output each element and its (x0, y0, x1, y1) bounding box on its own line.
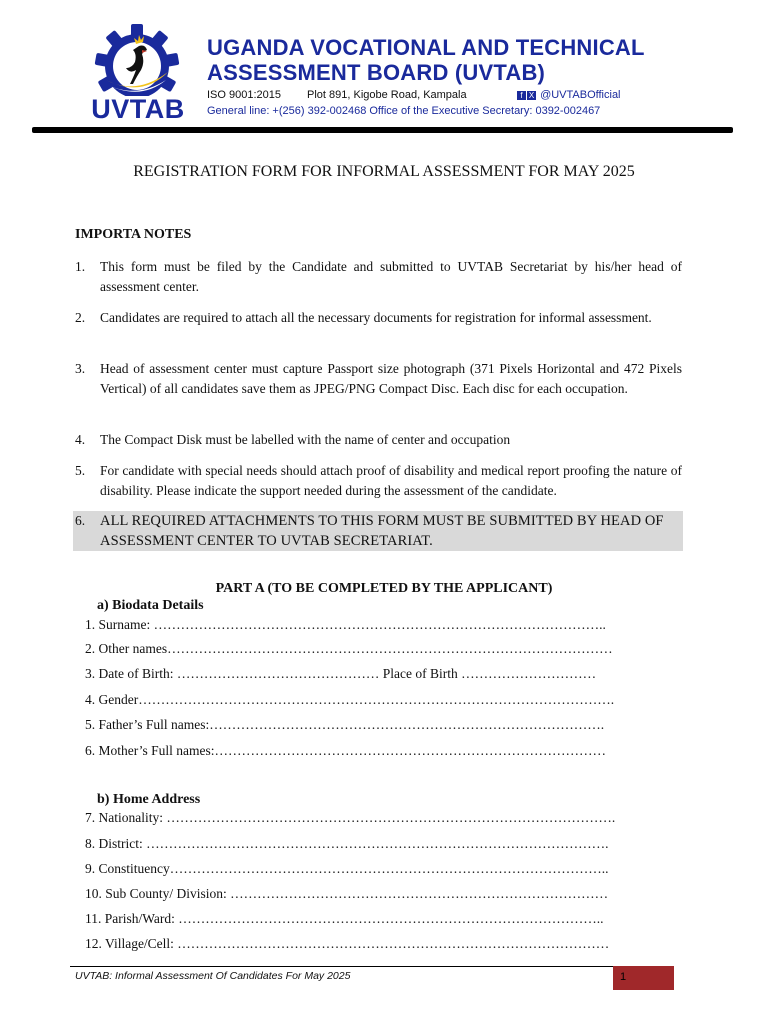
field-father-names[interactable]: 5. Father’s Full names:……………………………………………………………………………. (85, 717, 605, 732)
home-address-heading: b) Home Address (97, 792, 201, 807)
form-title: REGISTRATION FORM FOR INFORMAL ASSESSMENT FOR MAY 2025 (133, 163, 635, 180)
logo-wordmark: UVTAB (91, 94, 185, 124)
field-sub-county[interactable]: 10. Sub County/ Division: ………………………………………………………………………… (85, 886, 609, 901)
field-constituency[interactable]: 9. Constituency…………………………………………………………………………………….. (85, 861, 609, 876)
field-date-place-of-birth[interactable]: 3. Date of Birth: ……………………………………… Place of Birth ………………………… (85, 666, 597, 681)
note-item (75, 308, 682, 328)
field-surname[interactable]: 1. Surname: ……………………………………………………………………………………….. (85, 617, 606, 632)
page-number-box (613, 966, 674, 990)
org-name-line1: UGANDA VOCATIONAL AND TECHNICAL (207, 35, 645, 60)
note-item-highlighted (73, 511, 683, 551)
note-number: 6. (75, 513, 86, 528)
contact-numbers: General line: +(256) 392-002468 Office of the Executive Secretary: 0392-002467 (207, 105, 601, 117)
note-number: 4. (75, 432, 86, 447)
page-number: 1 (620, 971, 627, 983)
field-other-names[interactable]: 2. Other names……………………………………………………………………………………… (85, 641, 613, 656)
note-number: 3. (75, 361, 86, 376)
postal-address: Plot 891, Kigobe Road, Kampala (307, 89, 467, 101)
note-item (75, 257, 682, 297)
header-divider (32, 127, 733, 133)
footer-divider (70, 966, 674, 967)
note-text: Candidates are required to attach all the necessary documents for registration for informal assessment. (100, 310, 652, 325)
social-handle: @UVTABOfficial (540, 89, 621, 101)
social-handle-group (517, 89, 621, 101)
note-number: 2. (75, 310, 86, 325)
uvtab-logo (84, 22, 190, 126)
x-twitter-icon: X (528, 91, 535, 100)
note-text: For candidate with special needs should attach proof of disability and medical report proofing the nature of disability. Please indicate the support needed during the assessment of the candidate. (100, 463, 682, 498)
facebook-icon: f (517, 91, 526, 100)
field-parish-ward[interactable]: 11. Parish/Ward: ………………………………………………………………………………….. (85, 911, 604, 926)
part-a-heading: PART A (TO BE COMPLETED BY THE APPLICANT) (215, 581, 553, 596)
note-item (75, 461, 682, 501)
note-number: 5. (75, 463, 86, 478)
note-number: 1. (75, 259, 86, 274)
field-gender[interactable]: 4. Gender……………………………………………………………………………………………. (85, 692, 615, 707)
field-village-cell[interactable]: 12. Village/Cell: …………………………………………………………………………………… (85, 936, 610, 951)
field-nationality[interactable]: 7. Nationality: ………………………………………………………………………………………. (85, 810, 616, 825)
biodata-heading: a) Biodata Details (97, 598, 204, 613)
note-text: The Compact Disk must be labelled with the name of center and occupation (100, 432, 511, 447)
footer-text: UVTAB: Informal Assessment Of Candidates For May 2025 (75, 970, 351, 982)
note-text: ALL REQUIRED ATTACHMENTS TO THIS FORM MUST BE SUBMITTED BY HEAD OF ASSESSMENT CENTER TO UVTAB SECRETARIAT. (100, 513, 664, 549)
note-item (75, 430, 682, 450)
note-item (75, 359, 682, 399)
note-text: This form must be filed by the Candidate and submitted to UVTAB Secretariat by his/her head of assessment center. (100, 259, 682, 294)
note-text: Head of assessment center must capture Passport size photograph (371 Pixels Horizontal and 472 Pixels Vertical) of all candidates save them as JPEG/PNG Compact Disc. Each disc for each occupation. (100, 361, 682, 396)
header-info-line (207, 89, 621, 101)
org-name-line2: ASSESSMENT BOARD (UVTAB) (207, 60, 546, 85)
iso-certification: ISO 9001:2015 (207, 89, 282, 101)
field-district[interactable]: 8. District: …………………………………………………………………………………………. (85, 836, 609, 851)
notes-heading: IMPORTA NOTES (75, 227, 192, 242)
field-mother-names[interactable]: 6. Mother’s Full names:…………………………………………………………………………… (85, 743, 606, 758)
